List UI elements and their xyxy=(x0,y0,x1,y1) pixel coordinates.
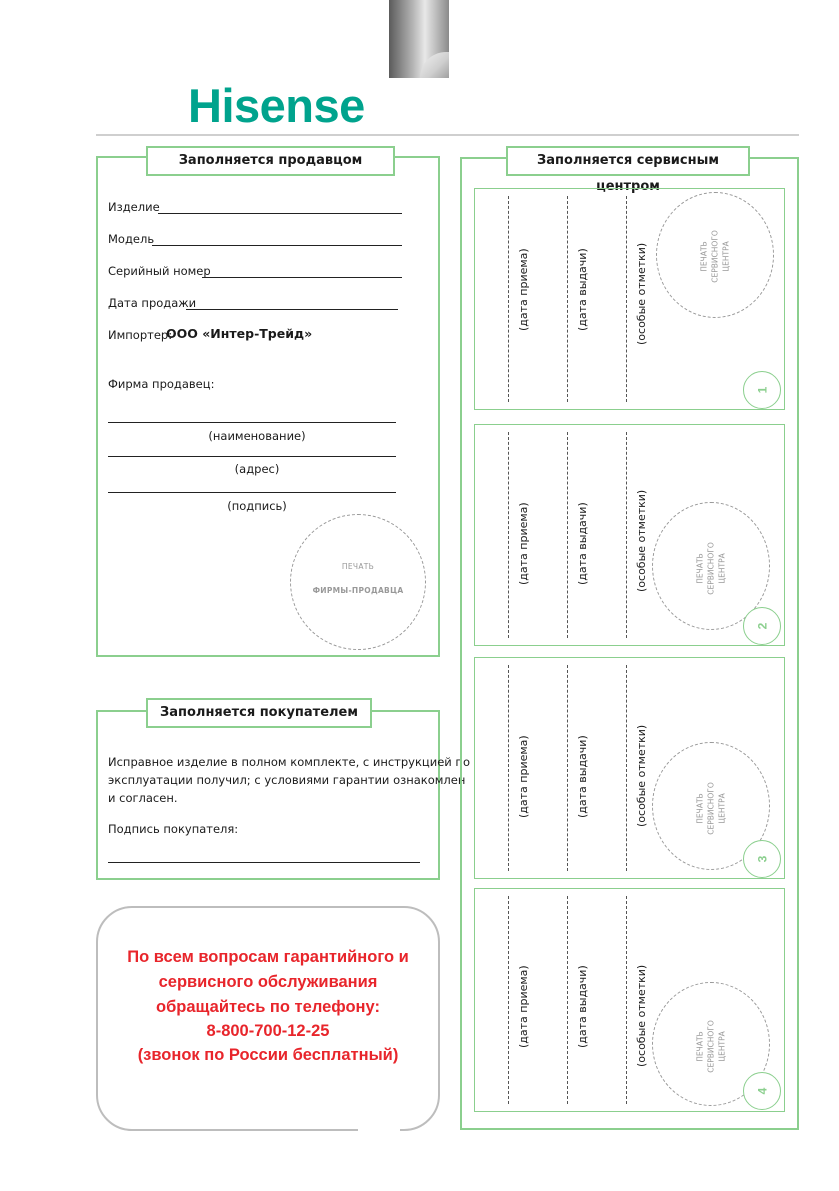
product-field[interactable] xyxy=(158,213,402,214)
service-section-title: Заполняется сервисным центром xyxy=(506,146,750,176)
notes-field-1[interactable] xyxy=(626,196,627,402)
receive-date-field-3[interactable] xyxy=(508,665,509,871)
stamp-line2-1: СЕРВИСНОГО xyxy=(710,230,720,283)
buyer-text-line-3: и согласен. xyxy=(108,791,178,805)
slip-number-badge-2: 2 xyxy=(743,607,781,645)
seller-name-field[interactable] xyxy=(108,422,396,423)
issue-date-field-2[interactable] xyxy=(567,432,568,638)
seller-signature-caption: (подпись) xyxy=(227,499,287,513)
sale-date-label: Дата продажи xyxy=(108,296,197,310)
seller-stamp-area xyxy=(290,514,426,650)
stamp-line1-4: ПЕЧАТЬ xyxy=(695,1031,705,1062)
hotline-phone[interactable]: 8-800-700-12-25 xyxy=(206,1022,330,1040)
receive-date-label-4: (дата приема) xyxy=(517,965,530,1048)
notes-field-2[interactable] xyxy=(626,432,627,638)
importer-value: ООО «Интер-Трейд» xyxy=(166,326,313,341)
notes-label-2: (особые отметки) xyxy=(635,489,648,592)
brand-logo: Hisense xyxy=(188,79,365,132)
receive-date-label-2: (дата приема) xyxy=(517,502,530,585)
hotline-line-2: сервисного обслуживания xyxy=(158,973,378,991)
stamp-line3-1: ЦЕНТРА xyxy=(721,241,731,272)
slip-number-badge-4: 4 xyxy=(743,1072,781,1110)
notes-label-4: (особые отметки) xyxy=(635,964,648,1067)
stamp-line3-2: ЦЕНТРА xyxy=(717,553,727,584)
model-field[interactable] xyxy=(152,245,402,246)
serial-label: Серийный номер xyxy=(108,264,211,278)
seller-address-caption: (адрес) xyxy=(234,462,280,476)
receive-date-label-1: (дата приема) xyxy=(517,248,530,331)
stamp-line3-3: ЦЕНТРА xyxy=(717,793,727,824)
issue-date-field-4[interactable] xyxy=(567,896,568,1104)
slip-number-badge-1: 1 xyxy=(743,371,781,409)
notes-field-3[interactable] xyxy=(626,665,627,871)
receive-date-field-1[interactable] xyxy=(508,196,509,402)
issue-date-label-4: (дата выдачи) xyxy=(576,965,589,1048)
header-divider xyxy=(96,134,799,136)
serial-field[interactable] xyxy=(202,277,402,278)
seller-stamp-line1: ПЕЧАТЬ xyxy=(341,562,375,571)
sale-date-field[interactable] xyxy=(186,309,398,310)
stamp-line1-2: ПЕЧАТЬ xyxy=(695,553,705,584)
stamp-line3-4: ЦЕНТРА xyxy=(717,1031,727,1062)
buyer-section-title: Заполняется покупателем xyxy=(146,698,372,728)
notes-label-3: (особые отметки) xyxy=(635,724,648,827)
stamp-line2-3: СЕРВИСНОГО xyxy=(706,782,716,835)
product-label: Изделие xyxy=(108,200,160,214)
issue-date-label-1: (дата выдачи) xyxy=(576,248,589,331)
service-stamp-text-2 xyxy=(695,539,728,599)
stamp-line2-4: СЕРВИСНОГО xyxy=(706,1020,716,1073)
receive-date-field-2[interactable] xyxy=(508,432,509,638)
service-stamp-text-4 xyxy=(695,1017,728,1077)
seller-section-title: Заполняется продавцом xyxy=(146,146,395,176)
slip-number-badge-3: 3 xyxy=(743,840,781,878)
buyer-signature-label: Подпись покупателя: xyxy=(108,822,239,836)
seller-address-field[interactable] xyxy=(108,456,396,457)
issue-date-label-3: (дата выдачи) xyxy=(576,735,589,818)
model-label: Модель xyxy=(108,232,155,246)
stamp-line1-3: ПЕЧАТЬ xyxy=(695,793,705,824)
buyer-text-line-2: эксплуатации получил; с условиями гарантии ознакомлен xyxy=(108,773,466,787)
hotline-line-1: По всем вопросам гарантийного и xyxy=(127,948,409,966)
hotline-line-5: (звонок по России бесплатный) xyxy=(137,1046,399,1064)
issue-date-field-3[interactable] xyxy=(567,665,568,871)
notes-field-4[interactable] xyxy=(626,896,627,1104)
stamp-line2-2: СЕРВИСНОГО xyxy=(706,542,716,595)
buyer-text-line-1: Исправное изделие в полном комплекте, с инструкцией по xyxy=(108,755,470,769)
seller-stamp-line2: ФИРМЫ-ПРОДАВЦА xyxy=(312,586,404,595)
hotline-box-gap xyxy=(358,1126,400,1134)
issue-date-field-1[interactable] xyxy=(567,196,568,402)
seller-firm-label: Фирма продавец: xyxy=(108,377,215,391)
seller-name-caption: (наименование) xyxy=(208,429,306,443)
receive-date-label-3: (дата приема) xyxy=(517,735,530,818)
service-stamp-text-1 xyxy=(699,227,732,287)
stamp-line1-1: ПЕЧАТЬ xyxy=(699,241,709,272)
importer-label: Импортер: xyxy=(108,328,173,342)
buyer-signature-field[interactable] xyxy=(108,862,420,863)
notes-label-1: (особые отметки) xyxy=(635,242,648,345)
hotline-info-box xyxy=(96,906,440,1131)
issue-date-label-2: (дата выдачи) xyxy=(576,502,589,585)
hotline-line-3: обращайтесь по телефону: xyxy=(156,998,380,1016)
receive-date-field-4[interactable] xyxy=(508,896,509,1104)
seller-signature-field[interactable] xyxy=(108,492,396,493)
service-stamp-text-3 xyxy=(695,779,728,839)
